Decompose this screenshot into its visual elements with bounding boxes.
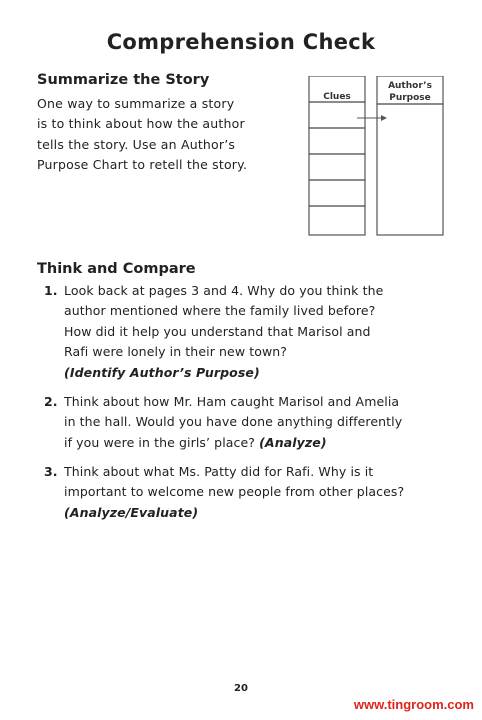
- question-line: Look back at pages 3 and 4. Why do you think the: [64, 283, 384, 298]
- question-skill: (Analyze/Evaluate): [64, 504, 199, 520]
- question-2: [44, 392, 444, 453]
- clues-cell: [309, 154, 365, 180]
- purpose-header-line2: Purpose: [389, 93, 431, 103]
- question-line: in the hall. Would you have done anything differently: [64, 414, 403, 430]
- page-number: 20: [234, 683, 248, 694]
- think-compare-heading: Think and Compare: [37, 261, 196, 277]
- watermark: www.tingroom.com: [353, 697, 474, 712]
- arrow-head-icon: [381, 115, 387, 121]
- purpose-cell: [377, 104, 443, 235]
- summarize-line: is to think about how the author: [37, 116, 245, 132]
- question-number: 3.: [44, 464, 58, 479]
- page-title: Comprehension Check: [106, 30, 376, 54]
- clues-cell: [309, 206, 365, 235]
- question-number: 1.: [44, 283, 58, 298]
- purpose-header-line1: Author’s: [388, 81, 432, 91]
- question-skill: (Identify Author’s Purpose): [64, 364, 260, 380]
- question-line: author mentioned where the family lived before?: [64, 303, 376, 319]
- clues-cell: [309, 180, 365, 206]
- summarize-line: tells the story. Use an Author’s: [37, 136, 236, 152]
- question-line: if you were in the girls’ place?: [64, 434, 256, 450]
- question-1: [44, 281, 444, 383]
- authors-purpose-chart: [307, 76, 447, 241]
- summarize-line: Purpose Chart to retell the story.: [37, 157, 248, 173]
- question-line: important to welcome new people from other places?: [64, 484, 405, 500]
- question-3: [44, 462, 444, 523]
- summarize-line: One way to summarize a story: [37, 96, 235, 111]
- summarize-paragraph: [37, 94, 277, 176]
- clues-cell: [309, 102, 365, 128]
- question-line: Rafi were lonely in their new town?: [64, 344, 288, 360]
- question-number: 2.: [44, 394, 58, 409]
- question-line: Think about how Mr. Ham caught Marisol and Amelia: [64, 394, 400, 409]
- question-line: How did it help you understand that Marisol and: [64, 323, 371, 339]
- clues-cell: [309, 128, 365, 154]
- clues-header: Clues: [323, 92, 351, 102]
- question-line: Think about what Ms. Patty did for Rafi. Why is it: [64, 464, 374, 479]
- summarize-heading: Summarize the Story: [37, 72, 210, 88]
- question-skill: (Analyze): [259, 434, 327, 450]
